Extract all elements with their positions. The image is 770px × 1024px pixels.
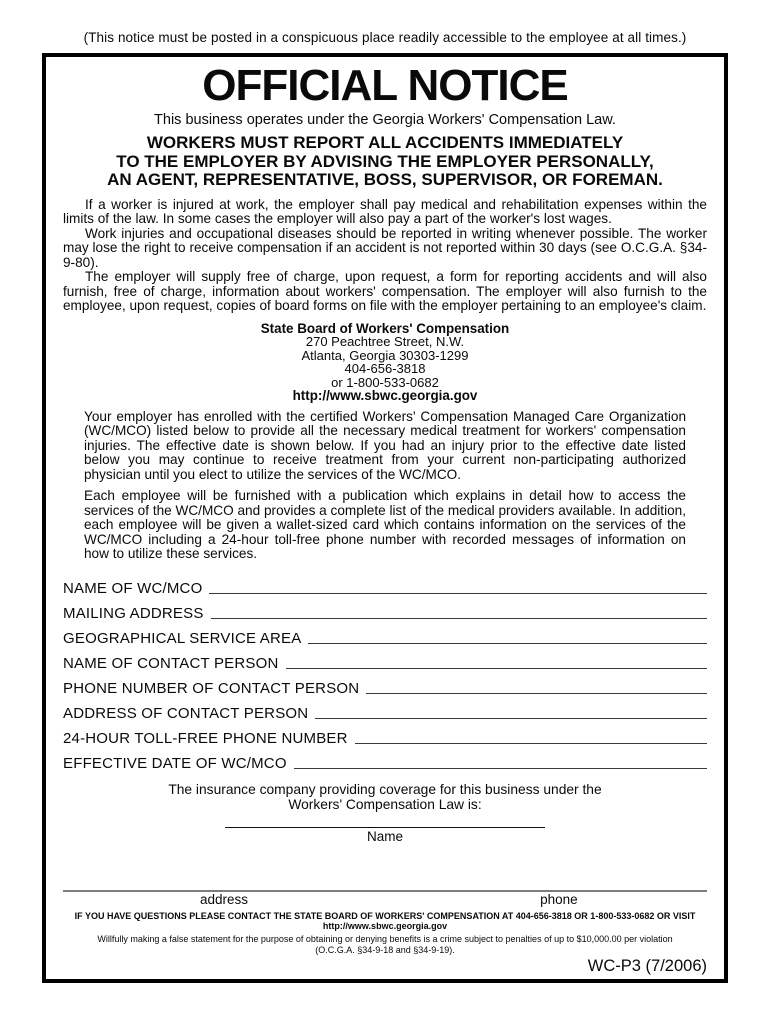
paragraph-injury-expenses: If a worker is injured at work, the employer shall pay medical and rehabilitation expenses within the limits of the law. In some cases the employer will also pay a part of the worker's lost wages.	[63, 196, 707, 227]
board-city: Atlanta, Georgia 30303-1299	[301, 347, 469, 363]
state-board-address-block	[63, 322, 707, 403]
form-field-row	[63, 697, 707, 722]
paragraph-report-writing: Work injuries and occupational diseases should be reported in writing whenever possible. The worker may lose the right to receive compensation if an accident is not reported within 30 days (see O.C.G.A. §34-9-80).	[63, 225, 707, 270]
board-phone-alt: or 1-800-533-0682	[331, 374, 439, 390]
paragraph-free-forms: The employer will supply free of charge, upon request, a form for reporting accidents and will also furnish, free of charge, information about workers' compensation. The employer will also furnish to the employee, upon request, copies of board forms on file with the employer pertaining to an employee's claim.	[63, 269, 707, 314]
board-website: http://www.sbwc.georgia.gov	[292, 388, 478, 404]
insurance-statement-line-1: The insurance company providing coverage for this business under the	[168, 781, 602, 797]
insurer-name-signature	[63, 827, 707, 844]
insurance-statement	[63, 782, 707, 813]
paragraph-mco-publication: Each employee will be furnished with a publication which explains in detail how to access the services of the WC/MCO and provides a complete list of the medical providers available. In addition, each employee will be given a wallet-sized card which contains information on the services of the WC/MCO including a 24-hour toll-free phone number with recorded messages of information on how to utilize these services.	[84, 488, 686, 562]
field-label-geographical-service-area: GEOGRAPHICAL SERVICE AREA	[63, 629, 302, 647]
false-statement-warning	[63, 934, 707, 955]
field-label-toll-free-number: 24-HOUR TOLL-FREE PHONE NUMBER	[63, 729, 348, 747]
form-field-row	[63, 747, 707, 772]
effective-date-input[interactable]	[294, 768, 707, 769]
form-field-row	[63, 597, 707, 622]
report-heading-line-2: TO THE EMPLOYER BY ADVISING THE EMPLOYER PERSONALLY,	[116, 151, 654, 171]
footer-section	[63, 890, 707, 979]
name-of-wcmco-input[interactable]	[209, 593, 707, 594]
contact-person-phone-input[interactable]	[366, 693, 707, 694]
subtitle: This business operates under the Georgia Workers' Compensation Law.	[154, 112, 616, 128]
page-title: OFFICIAL NOTICE	[202, 61, 568, 110]
form-number: WC-P3 (7/2006)	[587, 957, 707, 975]
insurer-address-label: address	[199, 892, 249, 907]
toll-free-number-input[interactable]	[355, 743, 707, 744]
field-label-contact-person-phone: PHONE NUMBER OF CONTACT PERSON	[63, 679, 360, 697]
paragraph-mco-enrolled: Your employer has enrolled with the certified Workers' Compensation Managed Care Organization (WC/MCO) listed below to provide all the necessary medical treatment for workers' compensation injuries. The effective date is shown below. If you had an injury prior to the effective date listed below you may continue to receive treatment from your current non-participating authorized physician until you elect to utilize the services of the WC/MCO.	[84, 408, 686, 482]
body-paragraphs	[63, 198, 707, 314]
contact-person-name-input[interactable]	[286, 668, 707, 669]
form-field-row	[63, 572, 707, 597]
report-heading-line-1: WORKERS MUST REPORT ALL ACCIDENTS IMMEDIATELY	[146, 133, 624, 152]
geographical-service-area-input[interactable]	[308, 643, 707, 644]
questions-contact-line: IF YOU HAVE QUESTIONS PLEASE CONTACT THE STATE BOARD OF WORKERS' COMPENSATION AT 404-656-3818 OR 1-800-533-0682 OR VISIT http://www.sbwc.georgia.gov	[74, 911, 696, 931]
warning-line-1: Willfully making a false statement for the purpose of obtaining or denying benefits is a crime subject to penalties of up to $10,000.00 per violation	[97, 934, 673, 944]
warning-line-2: (O.C.G.A. §34-9-18 and §34-9-19).	[315, 944, 455, 955]
field-label-contact-person-address: ADDRESS OF CONTACT PERSON	[63, 704, 309, 722]
board-street: 270 Peachtree Street, N.W.	[305, 334, 465, 350]
mailing-address-input[interactable]	[211, 618, 707, 619]
field-label-mailing-address: MAILING ADDRESS	[63, 604, 204, 622]
insurance-statement-line-2: Workers' Compensation Law is:	[288, 797, 482, 813]
report-heading-line-3: AN AGENT, REPRESENTATIVE, BOSS, SUPERVISOR, OR FOREMAN.	[107, 170, 663, 190]
form-field-row	[63, 647, 707, 672]
posting-note: (This notice must be posted in a conspicuous place readily accessible to the employee at all times.)	[83, 30, 687, 45]
form-field-row	[63, 672, 707, 697]
board-name: State Board of Workers' Compensation	[260, 320, 510, 336]
field-label-effective-date: EFFECTIVE DATE OF WC/MCO	[63, 754, 287, 772]
address-phone-labels	[63, 892, 707, 907]
form-field-row	[63, 722, 707, 747]
insurer-name-label: Name	[366, 828, 403, 844]
field-label-name-of-wcmco: NAME OF WC/MCO	[63, 579, 203, 597]
notice-border-box	[42, 53, 728, 983]
contact-person-address-input[interactable]	[315, 718, 707, 719]
form-field-row	[63, 622, 707, 647]
insurer-phone-label: phone	[540, 892, 578, 907]
board-phone: 404-656-3818	[344, 361, 426, 377]
field-label-contact-person-name: NAME OF CONTACT PERSON	[63, 654, 279, 672]
wcmco-form-fields	[63, 572, 707, 772]
report-accidents-heading	[63, 134, 707, 190]
